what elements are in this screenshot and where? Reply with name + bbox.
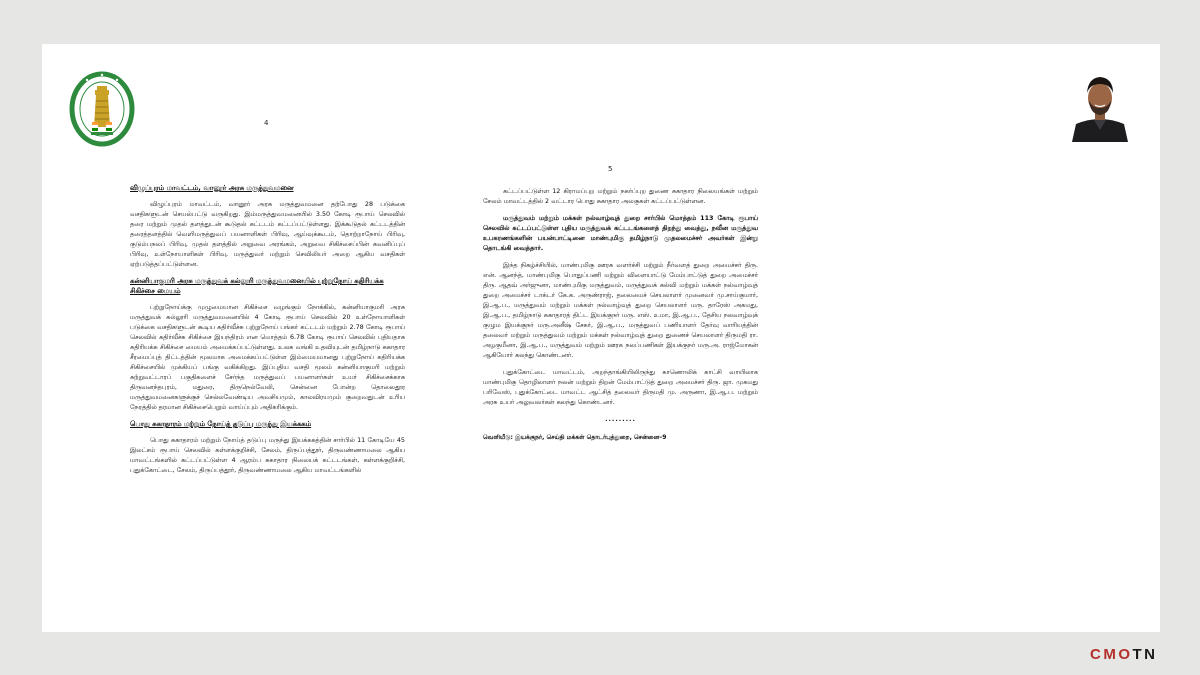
paragraph-health-centres-continued: கட்டப்பட்டுள்ள 12 கிராமப்புற மற்றும் நகர்ப்புற துணை சுகாதார நிலையங்கள் மற்றும் சேலம் மாவட்டத்தில் 2 வட்டார பொது சுகாதார அலகுகள் கட்டப்பட்டுள்ளன. [483, 187, 758, 205]
section-heading-public-health: பொது சுகாதாரம் மற்றும் நோய்த் தடுப்பு மருந்து இயக்ககம் [130, 420, 312, 428]
release-source-line: வெளியீடு: இயக்குநர், செய்தி மக்கள் தொடர்புத்துறை, சென்னை–9 [483, 434, 667, 441]
left-text-column [130, 183, 405, 482]
paragraph-public-health: பொது சுகாதாரம் மற்றும் நோய்த் தடுப்பு மருந்து இயக்ககத்தின் சார்பில் 11 கோடியே 45 இலட்சம் ரூபாய் செலவில் கள்ளக்குறிச்சி, சேலம், திருப்பத்தூர், திருவண்ணாமலை ஆகிய மாவட்டங்களில் கட்டப்பட்டுள்ள 4 ஆரம்ப சுகாதார நிலையக் கட்டடங்கள், கள்ளக்குறிச்சி, புதுக்கோட்டை, சேலம், திருப்பத்தூர், திருவண்ணாமலை ஆகிய மாவட்டங்களில் [130, 436, 405, 474]
chief-minister-portrait [1068, 62, 1132, 142]
right-text-column [483, 186, 758, 443]
paragraph-video-conference-attendees: புதுக்கோட்டை மாவட்டம், அறந்தாங்கியிலிருந்து காணொலிக் காட்சி வாயிலாக மாண்புமிகு தொழிலாளர் நலன் மற்றும் திறன் மேம்பாட்டுத் துறை அமைச்சர் திரு. ஜா. முகமது பரிவேஸ், புதுக்கோட்டை மாவட்ட ஆட்சித் தலைவர் திருமதி மு. அருணா, இ.ஆ.ப. மற்றும் அரசு உயர் அலுவலர்கள் கலந்து கொண்டனர். [483, 368, 758, 406]
tamil-nadu-emblem-icon [67, 69, 137, 153]
paragraph-kanyakumari-cancer-centre: புற்றுநோய்க்கு முழுமையான சிகிச்சை வழங்கும் நோக்கில், கன்னியாகுமரி அரசு மருத்துவக் கல்லூரி மருத்துவமனையில் 4 கோடி ரூபாய் செலவில் 20 உள்நோயாளிகள் படுக்கை வசதிகளுடன் கூடிய கதிர்வீச்சு புற்றுநோய் பங்கர் கட்டடம் மற்றும் 2.78 கோடி ரூபாய் செலவில் கதிர்வீச்சு சிகிச்சை இயந்திரம் என மொத்தம் 6.78 கோடி ரூபாய் செலவில் புதியதாக கதிரியக்க சிகிச்சை மையம் அமைக்கப்பட்டுள்ளது. உலக வங்கி உதவியுடன் தமிழ்நாடு சுகாதார சீரமைப்புத் திட்டத்தின் மூலமாக அமைக்கப்பட்டுள்ள இம்மையமானது புற்றுநோய் கதிரியக்க சிகிச்சையில் முக்கியப் பங்கு வகிக்கிறது. இப்புதிய வசதி மூலம் கன்னியாகுமரி மற்றும் சுற்றுவட்டாரப் பகுதிகளைச் சேர்ந்த மருத்துவப் பயனாளர்கள் உயர் சிகிச்சைக்காக திருவனந்தபுரம், மதுரை, திருநெல்வேலி, சென்னை போன்ற தொலைதூர மருத்துவமனைகளுக்குச் செல்லவேண்டிய அவசியமும், காலவிரயமும் குறைவதுடன் உரிய நேரத்தில் தரமான சிகிச்சைபெறும் வாய்ப்பும் அதிகரிக்கும். [130, 303, 405, 411]
cmotn-logo [1090, 646, 1180, 666]
section-heading-vanur-hospital: விழுப்புரம் மாவட்டம், வானூர் அரசு மருத்துவமனை [130, 184, 294, 192]
end-separator: ......... [605, 415, 636, 423]
section-heading-kanyakumari-cancer-centre: கன்னியாகுமரி அரசு மருத்துவக் கல்லூரி மருத்துவமனையில் புற்றுநோய் கதிரியக்க சிகிச்சை மையம் [130, 277, 384, 295]
paragraph-event-attendees: இந்த நிகழ்ச்சியில், மாண்புமிகு ஊரக வளர்ச்சி மற்றும் நீர்வளத் துறை அமைச்சர் திரு. என். ஆனந்த், மாண்புமிகு பொதுப்பணி மற்றும் விளையாட்டு மேம்பாட்டுத் துறை அமைச்சர் திரு. ஆதவ் அர்ஜுனா, மாண்புமிகு மருத்துவம், மருத்துவக் கல்வி மற்றும் மக்கள் நல்வாழ்வுத் துறை அமைச்சர் டாக்டர் கே.க. அருண்ராஜ், தலைமைச் செயலாளர் முனைவர் மு.சாய்குமார், இ.ஆ.ப., மருத்துவம் மற்றும் மக்கள் நல்வாழ்வுத் துறை செயலாளர் மரு. தாரேஸ் அகமது, இ.ஆ.ப., தமிழ்நாடு சுகாதாரத் திட்ட இயக்குநர் மரு. எஸ். உமா, இ.ஆ.ப., தேசிய நலவாழ்வுக் குழும இயக்குநர் மரு.அனீஷ் சேகர், இ.ஆ.ப., மருத்துவப் பணியாளர் தேர்வு வாரியத்தின் தலைவர் மற்றும் மருத்துவம் மற்றும் மக்கள் நல்வாழ்வுத் துறை துணைச் செயலாளர் திருமதி ரா. அழகுமீனா, இ.ஆ.ப., மருத்துவம் மற்றும் ஊரக நலப்பணிகள் இயக்குநர் மரு.அ. ராஜ்மோகன் ஆகியோர் கலந்து கொண்டனர். [483, 261, 758, 359]
cmotn-logo-part1: CMO [1090, 646, 1133, 663]
cmotn-logo-part2: TN [1132, 646, 1158, 663]
page-number-right: 5 [608, 165, 613, 173]
page-number-left: 4 [264, 119, 269, 127]
paragraph-vanur-hospital: விழுப்புரம் மாவட்டம், வானூர் அரசு மருத்துவமனை தற்போது 28 படுக்கை வசதிகளுடன் செயல்பட்டு வருகிறது. இம்மருத்துவமனையில் 3.50 கோடி ரூபாய் செலவில் தரை மற்றும் முதல் தளத்துடன் கூடுதல் கட்டடம் கட்டப்பட்டுள்ளது. இக்கூடுதல் கட்டடத்தின் தரைத்தளத்தில் வெளிமருத்துவப் பயனாளிகள் பிரிவு, ஆய்வுக்கூடம், தொற்றாநோய் பிரிவு, குடும்பநலப் பிரிவு, முதல் தளத்தில் அறுவை அரங்கம், அறுவை சிகிச்சைப்பின் கவனிப்புப் பிரிவு, உள்நோயாளிகள் பிரிவு, மருத்துவர் மற்றும் செவிலியர் அறை ஆகிய வசதிகள் ஏற்படுத்தப்பட்டுள்ளன. [130, 200, 405, 268]
paragraph-inauguration-summary: மருத்துவம் மற்றும் மக்கள் நல்வாழ்வுத் துறை சார்பில் மொத்தம் 113 கோடி ரூபாய் செலவில் கட்டப்பட்டுள்ள புதிய மருத்துவக் கட்டடங்களைத் திறந்து வைத்து, நவீன மருத்துவ உபகரணங்களின் பயன்பாட்டினை மாண்புமிகு தமிழ்நாடு முதலமைச்சர் அவர்கள் இன்று தொடங்கி வைத்தார். [483, 214, 758, 252]
